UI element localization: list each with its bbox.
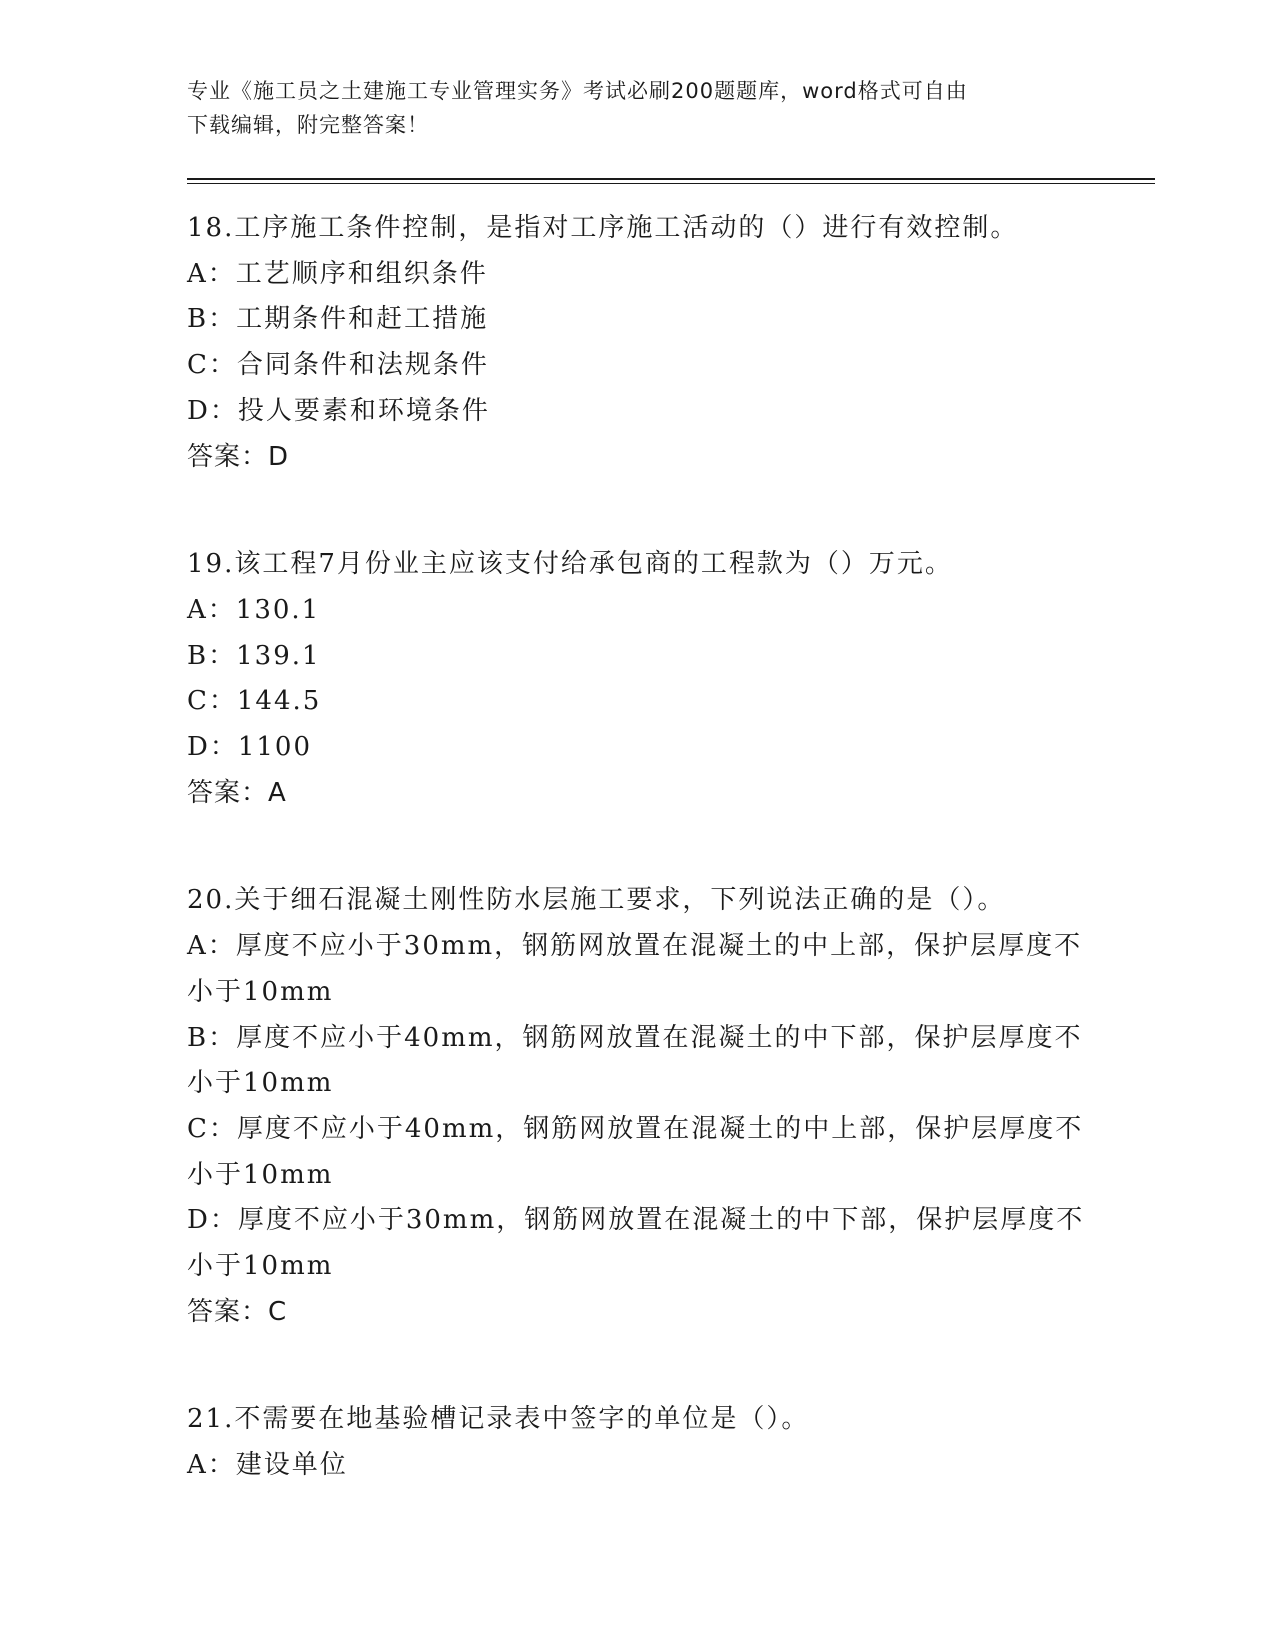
option-c: C：厚度不应小于40mm，钢筋网放置在混凝土的中上部，保护层厚度不 (187, 1113, 1084, 1144)
option-d-continued: 小于10mm (187, 1251, 334, 1282)
option-d: D：厚度不应小于30mm，钢筋网放置在混凝土的中下部，保护层厚度不 (187, 1205, 1085, 1236)
question-20 (187, 878, 1087, 1335)
question-19 (187, 542, 1087, 816)
option-a: A：工艺顺序和组织条件 (187, 258, 488, 289)
header-divider-thick (187, 178, 1155, 180)
option-a-continued: 小于10mm (187, 976, 334, 1007)
question-21 (187, 1397, 1087, 1488)
option-b: B：厚度不应小于40mm，钢筋网放置在混凝土的中下部，保护层厚度不 (187, 1022, 1083, 1053)
option-d: D：1100 (187, 732, 313, 763)
document-header (187, 74, 1067, 142)
question-18 (187, 206, 1087, 480)
option-b-continued: 小于10mm (187, 1068, 334, 1099)
option-c-continued: 小于10mm (187, 1159, 334, 1190)
option-a: A：130.1 (187, 594, 321, 625)
question-stem: 18.工序施工条件控制，是指对工序施工活动的（）进行有效控制。 (187, 213, 1019, 243)
option-c: C：合同条件和法规条件 (187, 350, 489, 381)
answer-key: 答案：D (187, 441, 290, 472)
header-line-2: 下载编辑，附完整答案！ (187, 113, 429, 137)
option-a: A：厚度不应小于30mm，钢筋网放置在混凝土的中上部，保护层厚度不 (187, 931, 1083, 962)
header-line-1: 专业《施工员之土建施工专业管理实务》考试必刷200题题库，word格式可自由 (187, 79, 968, 103)
option-c: C：144.5 (187, 686, 322, 717)
header-divider-thin (187, 183, 1155, 184)
question-stem: 19.该工程7月份业主应该支付给承包商的工程款为（）万元。 (187, 549, 953, 580)
option-b: B：139.1 (187, 640, 321, 671)
answer-key: 答案：C (187, 1296, 288, 1327)
question-stem: 20.关于细石混凝土刚性防水层施工要求，下列说法正确的是（）。 (187, 885, 1006, 916)
option-b: B：工期条件和赶工措施 (187, 304, 489, 335)
answer-key: 答案：A (187, 777, 287, 808)
option-a: A：建设单位 (187, 1450, 348, 1481)
option-d: D：投人要素和环境条件 (187, 395, 490, 426)
question-list (187, 206, 1087, 1551)
question-stem: 21.不需要在地基验槽记录表中签字的单位是（）。 (187, 1404, 810, 1435)
